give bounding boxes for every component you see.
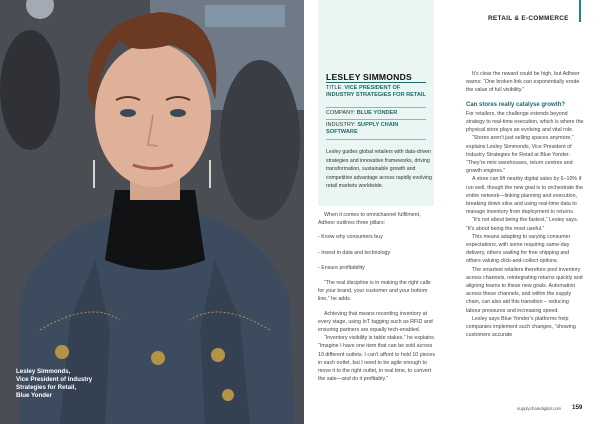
- title-value: VICE PRESIDENT OF INDUSTRY STRATEGIES FOR RETAIL: [326, 85, 426, 98]
- divider: [326, 82, 426, 83]
- bullet-item: - Ensure profitability: [318, 264, 365, 271]
- paragraph: Achieving that means recording inventory at every stage, using IoT tagging such as RFID and ensuring partners are equally tech-enabled.: [318, 310, 433, 334]
- industry-value: SUPPLY CHAIN SOFTWARE: [326, 122, 399, 135]
- section-tag: RETAIL & E-COMMERCE: [488, 15, 569, 22]
- divider: [326, 119, 426, 120]
- article-column-1: [318, 211, 436, 389]
- industry-label: INDUSTRY:: [326, 122, 356, 128]
- profile-box: [318, 0, 434, 206]
- caption-line: Vice President of Industry: [16, 376, 93, 383]
- bullet-item: - Know why consumers buy: [318, 234, 383, 241]
- paragraph: “Stores aren’t just selling spaces anymore,” explains Lesley Simmonds, Vice President of Industry Strategies for Retail at Blue Yonder. “They’re mini warehouses, return centres and growth engines.”: [466, 135, 574, 175]
- profile-title-row: [326, 85, 428, 99]
- profile-name: LESLEY SIMMONDS: [326, 72, 412, 82]
- company-label: COMPANY:: [326, 110, 356, 116]
- paragraph: “It’s not about being the fastest,” Lesley says. “It’s about being the most useful.”: [466, 217, 579, 232]
- paragraph: When it comes to omnichannel fulfilment, Adheer outlines three pillars:: [318, 212, 421, 227]
- paragraph: “The real discipline is in making the right calls for your brand, your customer and your bottom line,” he adds.: [318, 280, 431, 303]
- subheading: Can stores really catalyse growth?: [466, 101, 566, 108]
- footer-url: supplychaindigital.com: [517, 406, 562, 411]
- profile-company-row: [326, 110, 428, 117]
- accent-bar: [579, 0, 581, 22]
- title-label: TITLE:: [326, 85, 343, 91]
- bullet-item: - Invest in data and technology: [318, 249, 391, 256]
- caption-line: Strategies for Retail,: [16, 384, 77, 391]
- divider: [326, 139, 426, 140]
- paragraph: The smartest retailers therefore pool inventory across channels, reintegrating returns quickly and aligning teams to these new goals. Automation across these channels, and within the supply chain, can also aid this transition – reducing labour pressures and increasing speed.: [466, 266, 583, 314]
- caption-line: Blue Yonder: [16, 392, 52, 399]
- photo-caption: [16, 368, 126, 400]
- paragraph: This means adapting to varying consumer expectations, with some requiring same-day delivery, others waiting for free shipping and others valuing click-and-collect options.: [466, 233, 571, 265]
- paragraph: It’s clear the reward could be high, but Adheer warns: “One broken link can exponentially erode the value of full visibility.”: [466, 71, 580, 94]
- divider: [326, 107, 426, 108]
- article-column-2: [466, 70, 584, 340]
- profile-description: Lesley guides global retailers with data-driven strategies and innovative frameworks, driving transformation, sustainable growth and competitive advantage across rapidly evolving retail markets worldwide.: [326, 149, 432, 190]
- paragraph: Lesley says Blue Yonder’s platforms help companies implement such changes, “showing customers accurate: [466, 315, 576, 339]
- paragraph: For retailers, the challenge extends beyond strategy to real-time execution, which is where the physical store plays an evolving and vital role.: [466, 110, 584, 134]
- page-number: 159: [572, 404, 583, 411]
- paragraph: “Inventory visibility is table stakes,” he explains. “Imagine I have one item that can be sold across 10 different outlets. I can’t afford to hold 10 pieces in each outlet, but I need to be agile enough to move it to the right outlet, in real time, to convert the sale—and do it profitably.”: [318, 335, 436, 383]
- company-value: BLUE YONDER: [356, 110, 398, 116]
- caption-line: Lesley Simmonds,: [16, 368, 71, 375]
- paragraph: A store can lift nearby digital sales by 6–10% if run well, though the new goal is to orchestrate the entire network—linking planning and execution, breaking down silos and using real-time data to manage inventory from deployment to returns.: [466, 176, 583, 216]
- profile-industry-row: [326, 122, 428, 136]
